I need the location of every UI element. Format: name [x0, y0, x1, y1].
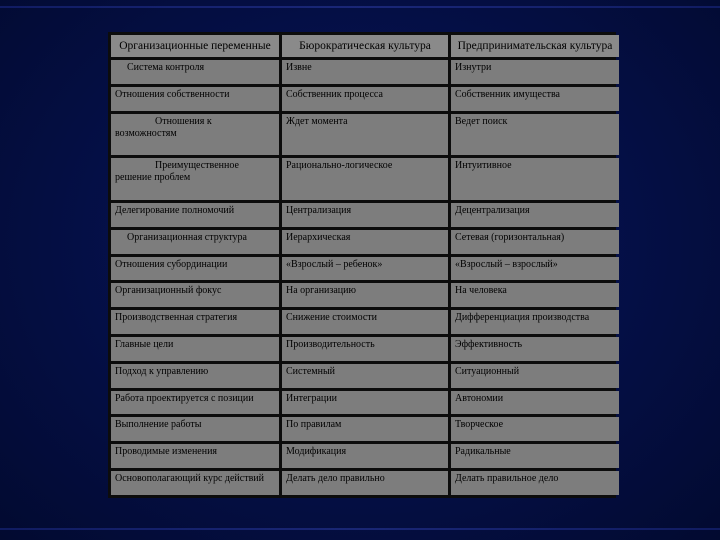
row-variable: Организационная структура: [111, 230, 279, 254]
row-variable: Проводимые изменения: [111, 444, 279, 468]
row-bureaucratic: По правилам: [282, 417, 448, 441]
table-row: [111, 230, 619, 254]
row-entrepreneurial: Децентрализация: [451, 203, 619, 227]
table-row: [111, 60, 619, 84]
table-row: [111, 391, 619, 415]
row-bureaucratic: На организацию: [282, 283, 448, 307]
row-variable: Подход к управлению: [111, 364, 279, 388]
row-bureaucratic: Рационально-логическое: [282, 158, 448, 200]
table-row: [111, 364, 619, 388]
row-entrepreneurial: Интуитивное: [451, 158, 619, 200]
row-entrepreneurial: Изнутри: [451, 60, 619, 84]
row-bureaucratic: Производительность: [282, 337, 448, 361]
table-row: [111, 87, 619, 111]
row-entrepreneurial: Ведет поиск: [451, 114, 619, 156]
row-entrepreneurial: «Взрослый – взрослый»: [451, 257, 619, 281]
row-bureaucratic: Иерархическая: [282, 230, 448, 254]
table-row: [111, 337, 619, 361]
row-entrepreneurial: Эффективность: [451, 337, 619, 361]
row-entrepreneurial: Дифференциация производства: [451, 310, 619, 334]
row-variable: Основополагающий курс действий: [111, 471, 279, 495]
row-entrepreneurial: Сетевая (горизонтальная): [451, 230, 619, 254]
row-variable: Отношения субординации: [111, 257, 279, 281]
row-bureaucratic: Делать дело правильно: [282, 471, 448, 495]
row-bureaucratic: Снижение стоимости: [282, 310, 448, 334]
culture-comparison-table: [108, 32, 616, 498]
row-variable: Работа проектируется с позиции: [111, 391, 279, 415]
table-row: [111, 283, 619, 307]
table-row: [111, 310, 619, 334]
bottom-decor-line: [0, 528, 720, 530]
header-org-variables: Организационные переменные: [111, 35, 279, 57]
row-variable: Преимущественное решение проблем: [111, 158, 279, 200]
row-bureaucratic: Ждет момента: [282, 114, 448, 156]
table-row: [111, 471, 619, 495]
table-row: [111, 158, 619, 200]
header-entrepreneurial-culture: Предпринимательская культура: [451, 35, 619, 57]
top-decor-line: [0, 6, 720, 8]
row-variable: Выполнение работы: [111, 417, 279, 441]
table-row: [111, 203, 619, 227]
header-bureaucratic-culture: Бюрократическая культура: [282, 35, 448, 57]
row-bureaucratic: Интеграции: [282, 391, 448, 415]
row-entrepreneurial: Ситуационный: [451, 364, 619, 388]
row-entrepreneurial: Делать правильное дело: [451, 471, 619, 495]
row-variable: Отношения собственности: [111, 87, 279, 111]
table-row: [111, 257, 619, 281]
row-variable: Главные цели: [111, 337, 279, 361]
row-variable: Отношения к возможностям: [111, 114, 279, 156]
row-bureaucratic: «Взрослый – ребенок»: [282, 257, 448, 281]
row-entrepreneurial: Автономии: [451, 391, 619, 415]
row-entrepreneurial: Радикальные: [451, 444, 619, 468]
table-row: [111, 114, 619, 156]
row-entrepreneurial: На человека: [451, 283, 619, 307]
row-bureaucratic: Централизация: [282, 203, 448, 227]
row-bureaucratic: Модификация: [282, 444, 448, 468]
row-variable: Система контроля: [111, 60, 279, 84]
row-entrepreneurial: Собственник имущества: [451, 87, 619, 111]
table-row: [111, 444, 619, 468]
row-bureaucratic: Извне: [282, 60, 448, 84]
table-header-row: [111, 35, 619, 57]
row-variable: Делегирование полномочий: [111, 203, 279, 227]
table-row: [111, 417, 619, 441]
row-bureaucratic: Собственник процесса: [282, 87, 448, 111]
row-entrepreneurial: Творческое: [451, 417, 619, 441]
row-variable: Производственная стратегия: [111, 310, 279, 334]
row-bureaucratic: Системный: [282, 364, 448, 388]
row-variable: Организационный фокус: [111, 283, 279, 307]
